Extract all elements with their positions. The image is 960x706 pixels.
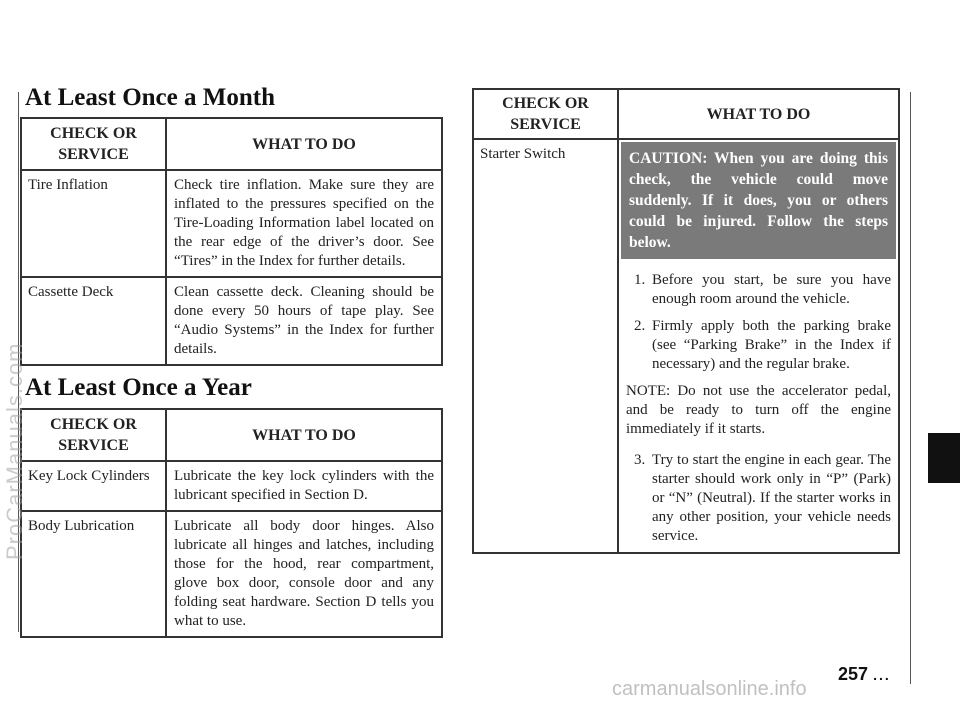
what-cell (618, 139, 899, 553)
list-item (626, 271, 891, 309)
list-item (626, 317, 891, 374)
page-number-value: 257 (838, 664, 869, 684)
what-cell: Lubricate the key lock cylinders with the lubricant specified in Section D. (166, 461, 442, 511)
table-header-row (473, 89, 899, 139)
column-header-check: CHECK OR SERVICE (21, 409, 166, 461)
what-cell: Check tire inflation. Make sure they are inflated to the pressures specified on the Tire-Loading Information label located on the rear edge of the driver’s door. See “Tires” in the Index for further details. (166, 170, 442, 277)
table-row (473, 139, 899, 553)
table-row (21, 277, 442, 365)
month-section-heading: At Least Once a Month (25, 84, 275, 111)
column-header-check: CHECK OR SERVICE (21, 118, 166, 170)
caution-box: CAUTION: When you are doing this check, the vehicle could move suddenly. If it does, you or others could be injured. Follow the steps below. (621, 142, 896, 259)
column-header-what: WHAT TO DO (618, 89, 899, 139)
table-row (21, 170, 442, 277)
step-number: 2. (634, 318, 646, 334)
page-number-dots: ... (873, 667, 891, 683)
watermark-bottom: carmanualsonline.info (612, 678, 807, 700)
step-number: 3. (634, 452, 646, 468)
starter-switch-table (472, 88, 900, 554)
step-text: Before you start, be sure you have enough room around the vehicle. (652, 272, 891, 307)
section-tab-marker (928, 433, 960, 483)
watermark-side: ProCarManuals.com (2, 342, 27, 560)
table-row (21, 461, 442, 511)
year-maintenance-table (20, 408, 443, 638)
column-header-what: WHAT TO DO (166, 409, 442, 461)
right-margin-rule (910, 92, 911, 684)
check-cell: Starter Switch (473, 139, 618, 553)
check-cell: Body Lubrication (21, 511, 166, 637)
table-header-row (21, 118, 442, 170)
page-number (838, 664, 891, 685)
year-section-heading: At Least Once a Year (25, 374, 252, 401)
step-text: Try to start the engine in each gear. The starter should work only in “P” (Park) or “N” (Neutral). If the starter works in any other position, your vehicle needs service. (652, 452, 891, 544)
steps-list (626, 271, 891, 374)
table-header-row (21, 409, 442, 461)
steps-list (626, 451, 891, 546)
note-text: NOTE: Do not use the accelerator pedal, and be ready to turn off the engine immediately if it starts. (626, 383, 891, 437)
check-cell: Key Lock Cylinders (21, 461, 166, 511)
list-item (626, 451, 891, 546)
check-cell: Cassette Deck (21, 277, 166, 365)
what-cell: Clean cassette deck. Cleaning should be done every 50 hours of tape play. See “Audio Systems” in the Index for further details. (166, 277, 442, 365)
table-row (21, 511, 442, 637)
check-cell: Tire Inflation (21, 170, 166, 277)
step-number: 1. (634, 272, 646, 288)
column-header-what: WHAT TO DO (166, 118, 442, 170)
month-maintenance-table (20, 117, 443, 366)
step-text: Firmly apply both the parking brake (see “Parking Brake” in the Index if necessary) and the regular brake. (652, 318, 891, 372)
column-header-check: CHECK OR SERVICE (473, 89, 618, 139)
what-cell: Lubricate all body door hinges. Also lubricate all hinges and latches, including those for the hood, rear compartment, glove box door, console door and any folding seat hardware. Section D tells you what to use. (166, 511, 442, 637)
